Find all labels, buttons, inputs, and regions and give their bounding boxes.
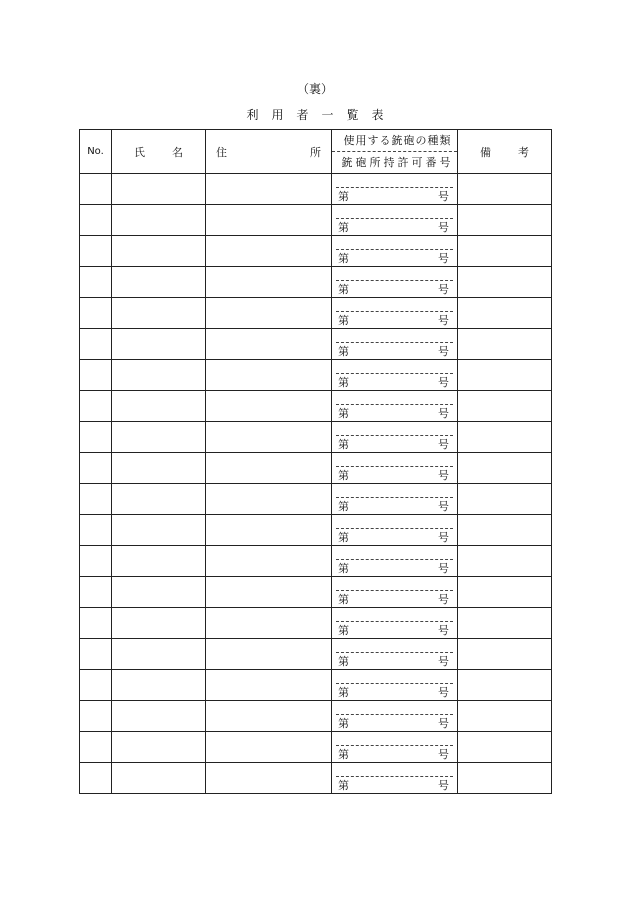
gun-cell (332, 608, 458, 639)
address-cell[interactable] (206, 639, 332, 670)
permit-suffix: 号 (438, 314, 449, 327)
table-row (80, 515, 552, 546)
address-cell[interactable] (206, 546, 332, 577)
gun-cell (332, 391, 458, 422)
no-cell[interactable] (80, 701, 112, 732)
remarks-cell[interactable] (458, 670, 552, 701)
permit-number-field[interactable] (338, 591, 449, 607)
remarks-cell[interactable] (458, 732, 552, 763)
table-row (80, 453, 552, 484)
address-cell[interactable] (206, 298, 332, 329)
name-cell[interactable] (112, 329, 206, 360)
table-row (80, 732, 552, 763)
no-cell[interactable] (80, 639, 112, 670)
permit-prefix: 第 (338, 407, 349, 420)
gun-cell (332, 763, 458, 794)
permit-number-field[interactable] (338, 653, 449, 669)
name-cell[interactable] (112, 484, 206, 515)
no-cell[interactable] (80, 298, 112, 329)
no-cell[interactable] (80, 236, 112, 267)
name-cell[interactable] (112, 670, 206, 701)
permit-number-field[interactable] (338, 405, 449, 421)
address-cell[interactable] (206, 670, 332, 701)
permit-prefix: 第 (338, 469, 349, 482)
permit-prefix: 第 (338, 345, 349, 358)
permit-suffix: 号 (438, 655, 449, 668)
table-row (80, 546, 552, 577)
address-cell[interactable] (206, 608, 332, 639)
header-name (112, 130, 206, 174)
no-cell[interactable] (80, 329, 112, 360)
name-cell[interactable] (112, 515, 206, 546)
permit-prefix: 第 (338, 376, 349, 389)
no-cell[interactable] (80, 484, 112, 515)
header-remarks (458, 130, 552, 174)
no-cell[interactable] (80, 608, 112, 639)
remarks-cell[interactable] (458, 329, 552, 360)
remarks-cell[interactable] (458, 577, 552, 608)
permit-number-field[interactable] (338, 684, 449, 700)
table-row (80, 639, 552, 670)
table-row (80, 174, 552, 205)
permit-prefix: 第 (338, 562, 349, 575)
address-cell[interactable] (206, 329, 332, 360)
permit-number-field[interactable] (338, 374, 449, 390)
gun-cell (332, 267, 458, 298)
table-row (80, 577, 552, 608)
permit-number-field[interactable] (338, 250, 449, 266)
gun-cell (332, 205, 458, 236)
remarks-cell[interactable] (458, 515, 552, 546)
permit-prefix: 第 (338, 593, 349, 606)
header-name-char-2: 名 (172, 145, 183, 159)
remarks-cell[interactable] (458, 484, 552, 515)
remarks-cell[interactable] (458, 360, 552, 391)
permit-number-field[interactable] (338, 436, 449, 452)
name-cell[interactable] (112, 236, 206, 267)
permit-prefix: 第 (338, 624, 349, 637)
header-permit-no: 銃砲所持許可番号 (341, 156, 454, 169)
name-cell[interactable] (112, 298, 206, 329)
no-cell[interactable] (80, 360, 112, 391)
table-row (80, 360, 552, 391)
no-cell[interactable] (80, 763, 112, 794)
remarks-cell[interactable] (458, 236, 552, 267)
gun-cell (332, 484, 458, 515)
permit-number-field[interactable] (338, 343, 449, 359)
permit-prefix: 第 (338, 779, 349, 792)
no-cell[interactable] (80, 422, 112, 453)
header-no: No. (80, 130, 112, 174)
table-row (80, 329, 552, 360)
address-cell[interactable] (206, 267, 332, 298)
address-cell[interactable] (206, 422, 332, 453)
name-cell[interactable] (112, 546, 206, 577)
address-cell[interactable] (206, 701, 332, 732)
table-row (80, 763, 552, 794)
remarks-cell[interactable] (458, 391, 552, 422)
permit-suffix: 号 (438, 531, 449, 544)
permit-suffix: 号 (438, 593, 449, 606)
header-address-char-1: 住 (216, 145, 227, 159)
name-cell[interactable] (112, 174, 206, 205)
permit-suffix: 号 (438, 283, 449, 296)
permit-prefix: 第 (338, 190, 349, 203)
no-cell[interactable] (80, 515, 112, 546)
permit-prefix: 第 (338, 221, 349, 234)
remarks-cell[interactable] (458, 701, 552, 732)
table-row (80, 205, 552, 236)
address-cell[interactable] (206, 391, 332, 422)
name-cell[interactable] (112, 701, 206, 732)
header-address-char-2: 所 (310, 145, 321, 159)
table-row (80, 298, 552, 329)
no-cell[interactable] (80, 391, 112, 422)
gun-cell (332, 360, 458, 391)
header-gun (332, 130, 458, 174)
remarks-cell[interactable] (458, 267, 552, 298)
remarks-cell[interactable] (458, 763, 552, 794)
permit-prefix: 第 (338, 531, 349, 544)
table-row (80, 267, 552, 298)
gun-cell (332, 701, 458, 732)
permit-prefix: 第 (338, 252, 349, 265)
address-cell[interactable] (206, 577, 332, 608)
name-cell[interactable] (112, 732, 206, 763)
permit-number-field[interactable] (338, 777, 449, 793)
permit-number-field[interactable] (338, 312, 449, 328)
permit-number-field[interactable] (338, 746, 449, 762)
permit-suffix: 号 (438, 221, 449, 234)
permit-prefix: 第 (338, 686, 349, 699)
table-row (80, 670, 552, 701)
address-cell[interactable] (206, 515, 332, 546)
permit-suffix: 号 (438, 190, 449, 203)
header-remarks-char-2: 考 (518, 145, 529, 159)
no-cell[interactable] (80, 732, 112, 763)
address-cell[interactable] (206, 360, 332, 391)
gun-cell (332, 174, 458, 205)
no-cell[interactable] (80, 267, 112, 298)
permit-number-field[interactable] (338, 622, 449, 638)
no-cell[interactable] (80, 205, 112, 236)
name-cell[interactable] (112, 577, 206, 608)
gun-cell (332, 298, 458, 329)
remarks-cell[interactable] (458, 453, 552, 484)
permit-prefix: 第 (338, 717, 349, 730)
address-cell[interactable] (206, 174, 332, 205)
gun-cell (332, 670, 458, 701)
no-cell[interactable] (80, 174, 112, 205)
permit-number-field[interactable] (338, 529, 449, 545)
address-cell[interactable] (206, 236, 332, 267)
permit-suffix: 号 (438, 252, 449, 265)
permit-suffix: 号 (438, 469, 449, 482)
name-cell[interactable] (112, 267, 206, 298)
table-row (80, 701, 552, 732)
gun-cell (332, 732, 458, 763)
permit-prefix: 第 (338, 283, 349, 296)
remarks-cell[interactable] (458, 608, 552, 639)
permit-number-field[interactable] (338, 467, 449, 483)
address-cell[interactable] (206, 453, 332, 484)
remarks-cell[interactable] (458, 298, 552, 329)
permit-prefix: 第 (338, 438, 349, 451)
permit-suffix: 号 (438, 624, 449, 637)
permit-suffix: 号 (438, 562, 449, 575)
table-row (80, 422, 552, 453)
permit-number-field[interactable] (338, 219, 449, 235)
no-cell[interactable] (80, 670, 112, 701)
page-side-label: （裏） (296, 82, 333, 96)
no-cell[interactable] (80, 577, 112, 608)
permit-prefix: 第 (338, 500, 349, 513)
permit-suffix: 号 (438, 376, 449, 389)
permit-number-field[interactable] (338, 188, 449, 204)
permit-suffix: 号 (438, 686, 449, 699)
name-cell[interactable] (112, 763, 206, 794)
permit-suffix: 号 (438, 779, 449, 792)
gun-cell (332, 546, 458, 577)
gun-cell (332, 515, 458, 546)
permit-prefix: 第 (338, 748, 349, 761)
remarks-cell[interactable] (458, 205, 552, 236)
remarks-cell[interactable] (458, 639, 552, 670)
permit-number-field[interactable] (338, 281, 449, 297)
name-cell[interactable] (112, 391, 206, 422)
permit-prefix: 第 (338, 655, 349, 668)
permit-number-field[interactable] (338, 560, 449, 576)
name-cell[interactable] (112, 639, 206, 670)
name-cell[interactable] (112, 453, 206, 484)
address-cell[interactable] (206, 484, 332, 515)
permit-number-field[interactable] (338, 715, 449, 731)
address-cell[interactable] (206, 205, 332, 236)
name-cell[interactable] (112, 608, 206, 639)
permit-number-field[interactable] (338, 498, 449, 514)
address-cell[interactable] (206, 763, 332, 794)
gun-cell (332, 453, 458, 484)
no-cell[interactable] (80, 546, 112, 577)
no-cell[interactable] (80, 453, 112, 484)
table-row (80, 608, 552, 639)
permit-prefix: 第 (338, 314, 349, 327)
name-cell[interactable] (112, 205, 206, 236)
remarks-cell[interactable] (458, 174, 552, 205)
permit-suffix: 号 (438, 500, 449, 513)
permit-suffix: 号 (438, 407, 449, 420)
table-header-row (80, 130, 552, 174)
header-gun-type: 使用する銃砲の種類 (332, 130, 457, 152)
permit-suffix: 号 (438, 438, 449, 451)
remarks-cell[interactable] (458, 546, 552, 577)
header-address (206, 130, 332, 174)
gun-cell (332, 329, 458, 360)
header-name-char-1: 氏 (134, 145, 145, 159)
gun-cell (332, 422, 458, 453)
gun-cell (332, 236, 458, 267)
permit-suffix: 号 (438, 717, 449, 730)
page-title: 利用者一覧表 (246, 108, 397, 122)
gun-cell (332, 577, 458, 608)
remarks-cell[interactable] (458, 422, 552, 453)
table-row (80, 484, 552, 515)
name-cell[interactable] (112, 422, 206, 453)
gun-cell (332, 639, 458, 670)
header-remarks-char-1: 備 (480, 145, 491, 159)
name-cell[interactable] (112, 360, 206, 391)
user-list-table (79, 129, 552, 794)
permit-suffix: 号 (438, 345, 449, 358)
permit-suffix: 号 (438, 748, 449, 761)
table-row (80, 236, 552, 267)
address-cell[interactable] (206, 732, 332, 763)
table-row (80, 391, 552, 422)
